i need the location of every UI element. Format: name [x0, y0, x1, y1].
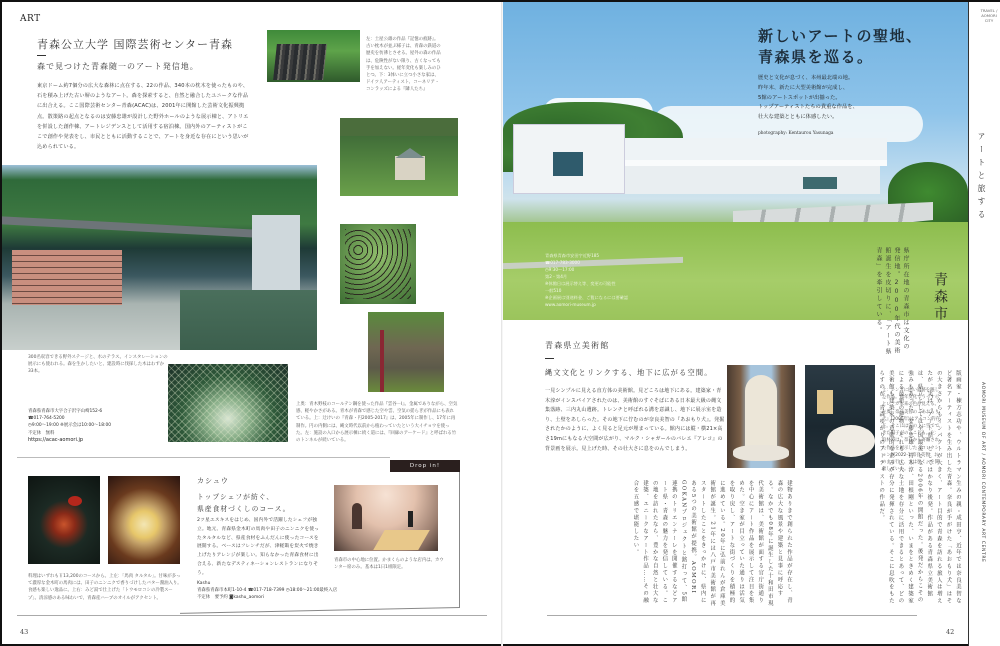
restaurant-body: 2ツ星エスキスをはじめ、国内外で活躍したシェフが独立。地元、青森県金木町の馬肉や田子のニンニクを使ったタルタルなど、県産食材をふんだんに使ったコースを展開する。ベースはフレンチだが、津軽鶏を炭火で焼き上げたりアレンジが楽しい。知らなかった青森食材に出合える、新たなデスティネーションレストランになりそう。	[197, 518, 320, 576]
museum-body: 一見シンプルに見える直方体の美術館。見どころは地下にある。建築家・青木淳がインスパイアされたのは、美術館のすぐそばにある日本最大級の縄文集落跡、三内丸山遺跡。トレンチと呼ばれる溝を意識し、地下に展示室を造り、土壁をあしらった。その地下に佇むのが奈良美智の『あおもり犬』。発掘されたかのように、よく見ると足元が埋まっている。館内には縦・横21×高さ19mにもなる大空間が広がり、マルク・シャガールのバレエ『アレコ』の背景画を展示。見上げた時、その壮大さに息をのんでしまう。	[545, 388, 725, 452]
photo-metal-circles	[340, 224, 416, 304]
section-label: ART	[20, 14, 41, 24]
photo-bamboo-tunnel	[168, 364, 288, 442]
clock-icon: ◷	[28, 423, 32, 429]
acac-address: 青森県青森市大字合子沢字山崎152-6	[28, 409, 103, 414]
museum-url[interactable]: www.aomori-museum.jp	[545, 302, 596, 307]
caption-top-right: 左：土屋公雄の作品『記憶の痕跡』。古い枕木が並ぶ様子は、青森の鉄道の歴史を彷彿とさせる。屋外の森の作品は、危険性がない限り、古くなっても手を加えない。経年変化も楽しみのひとつ。下：3体いに立つ小さな家は、ドイツ人アーティスト、コーネリア・コンラッズによる『隣人たち』	[366, 37, 441, 93]
footer-rule-left	[17, 615, 487, 616]
phone-icon: ☎	[545, 260, 551, 265]
side-tab-title: アートと旅する	[977, 132, 986, 223]
restaurant-info	[197, 580, 447, 602]
side-tab-tag: TRAVEL / AOMORI CITY	[980, 8, 998, 23]
restaurant-info-name: Kashu	[197, 581, 211, 586]
instagram-icon: ◙	[229, 595, 234, 601]
photo-small-house	[340, 118, 458, 196]
phone-icon: ☎	[247, 588, 254, 594]
caption-sculpture: 上：レンガに囲い遺跡を眺した作品。経年変化でうっすらとレンガ本来の色が見える。左奥：奈良美智の『あおもり犬』(2005年)はアイコン的存在。そこには雪の上に雪でできた帽子がのることも。左：取材時は、奈良から寄贈された作品を展示した『コレクション展2022-1 奈良美智：おのまま行く、さは行く』を開催していた。	[882, 388, 940, 473]
acac-closed: 不定休 無料	[28, 430, 55, 436]
clock-icon: ◷	[285, 588, 290, 594]
photo-tartare	[28, 476, 100, 564]
photo-outdoor-stage	[2, 165, 317, 350]
restaurant-headline-2: 県産食材づくしのコース。	[197, 505, 291, 513]
article-body: 東京ドーム約7個分の広大な森林に点在する、22の作品、340本の枕木を使ったものや、石を積み上げた古い塀のようなアート。森を探索すると、自然と融合したユニークな作品に出合える。ここ国際芸術センター青森(ACAC)は、2001年に開館した芸術文化振興拠点。散策路の起点となるのは安藤忠雄が設計した野外ホールのような展示棟と、アトリエを併設した創作棟、アートレジデンスとして活用する宿泊棟。国内外のアーティストがここで創作や発表をし、市民とともに活動することで、アートを身近な存在にという思いが込められている。	[37, 83, 249, 151]
photo-credit: photography: Kentaurou Yasunaga	[758, 131, 834, 136]
city-name: 青森市	[932, 272, 948, 323]
phone-icon: ☎	[28, 416, 34, 422]
photo-wooden-sleepers	[267, 30, 360, 82]
drop-in-tag: Drop in!	[390, 460, 460, 472]
caption-restaurant: 青森市の中心地に位置。かまくらのような店内は、カウンター席のみ。基本は1日1組限定。	[334, 558, 444, 571]
clock-icon: ◷	[545, 267, 549, 272]
restaurant-name: カシュウ	[197, 477, 229, 485]
vertical-body-2: 建物ありきで創られた作品が存在し、青森の広大な風景や建築と見事に呼応する。なかでも08年に誕生した十和田市現代美術館は、美術館が面する官庁街通りを中心にアート作品を展示して注目を集めた。空き家が目立っていた通りは活気を取り戻し、アートな街づくりを積極的に進めている。20年に弘前れんが倉庫美術館が誕生。21年には八戸市美術館が再スタートしたことをきっかけに、県内にある5つの美術館が提携。AOMORI GOKANプロジェクトと銘打って、5館連携のトリエンナーレを開催するなどアート県・青森の魅力を発信している。この地を訪れたなら、豊かな自然と壮大な建築、ユニークなアート作品……その融合を五感で堪能したい。	[632, 480, 792, 608]
caption-food: 料理はいずれも￥13,200のコースから。上左：「馬肉 タルタル」。甘味が多って濃厚な金木町の馬肉には、田子のニンニクで香りづけしたバター醤油入り。食感も楽しい逸品に。上右：みど湯で仕上げた「トウモロコシの冷製スープ」。清涼感のある味わいで、青森産ハーブのオイルがアクセント。	[28, 574, 182, 601]
restaurant-headline-1: トップシェフが紡ぐ、	[197, 493, 275, 501]
page-number-right: 42	[946, 628, 955, 636]
dropin-divider	[17, 457, 390, 458]
restaurant-info-line: 青森県青森市本町1-10-4 ☎017-718-7399 ◷18:00～21:00最終入店	[197, 588, 337, 594]
article-title: 青森公立大学 国際芸術センター青森	[37, 38, 234, 51]
side-tab-english: AOMORI MUSEUM OF ART / AOMORI CONTEMPORARY ART CENTRE	[980, 382, 985, 563]
caption-tunnel: 上奥：青木野枝のコールテン鋼を使った作品『雲谷－Ⅰ』。金属でありながら、空気感、軽やかさがある。青木が青森で感じた空や雲、空気の揺らぎが作品にも表れている。上：辻けいの『青森・円2005-2017』は、2005年に制作し、17年に再制作。円の内側には、縄文時代以前から植わっていたという大イチョウを使った。左：施設の入口から展示棟に続く道には、『回廊のアーケード』と呼ばれる竹のトンネルが続いている。	[296, 402, 458, 444]
museum-title: 青森県立美術館	[545, 341, 610, 350]
acac-hours: ◷9:00～19:00 ※展示会は10:00～18:00	[28, 423, 112, 429]
museum-info: 青森県青森市安田字近野185 ☎017-783-3000 ◷9:30～17:00 第2・第4月 ※休館日は展示替え等、変更の可能性 一般510 ※企画展は別途料金、ご覧になるには要確認 www.aomori-museum.jp	[545, 253, 629, 307]
footer-rule-right	[547, 615, 917, 616]
photo-corn-soup	[108, 476, 180, 564]
photo-restaurant-interior	[334, 485, 438, 551]
hero-lead: 歴史と文化が息づく、本州最北端の地。 昨年末、新たに大型美術館が完成し、 5館のアートスポットが出揃った。 トップアーティストたちの貴重な作品を、 壮大な建築とともに体感したい。	[758, 75, 858, 121]
acac-info	[28, 408, 168, 444]
page-number-left: 43	[20, 628, 29, 636]
caption-stage: 300名収容できる野外ステージと、水のテラス。インスタレーションの展示にも使われる。森を生かしたいと、建設時に伐採した木はわずか33本。	[28, 355, 168, 375]
article-subtitle: 森で見つけた青森随一のアート発信地。	[37, 62, 199, 71]
acac-url[interactable]: https://acac-aomori.jp	[28, 436, 84, 443]
photo-tree-hut	[368, 312, 444, 392]
vertical-body-1: 版画家・棟方志功や、ウルトラマン生みの親・成田亨、近年では奈良美智など著名アーティストを生み出した青森。奈良が手がけた「あおもり犬」はその大きさからもインパクトが大きく、アート目的で青森を訪れる旅人は増えたが、実は〝アート県〟としてはかなり後発。作品がある青森県立美術館は、県立としては全国最後となる2006年の開館だった。後発だからこその強みもあった。安藤忠雄、青木淳、田根剛といった、いまをときめく建築家による最新の建物。それも、広大な土地を存分に活用できるとあって、どの美術館も建築家の意欲的な企みが存分に発揮されている。そこに息吹をもたらすのが、青森ゆかりのアーティストの作品だ。	[878, 370, 961, 605]
acac-tel: ☎017-764-5200	[28, 416, 65, 422]
museum-subtitle: 縄文文化とリンクする、地下に広がる空間。	[545, 368, 713, 377]
city-lead: 県庁所在地の青森市は文化の発信地。2000年代の美術館誕生を皮切りに、「アート県青森」を牽引している。	[875, 247, 909, 356]
museum-title-rule	[545, 358, 554, 359]
hero-title: 新しいアートの聖地、 青森県を巡る。	[758, 27, 923, 66]
title-rule	[37, 55, 46, 56]
photo-aomori-dog	[727, 365, 795, 468]
restaurant-info-line-2: 不定休 要予約 ◙kashu_aomori	[197, 595, 264, 601]
